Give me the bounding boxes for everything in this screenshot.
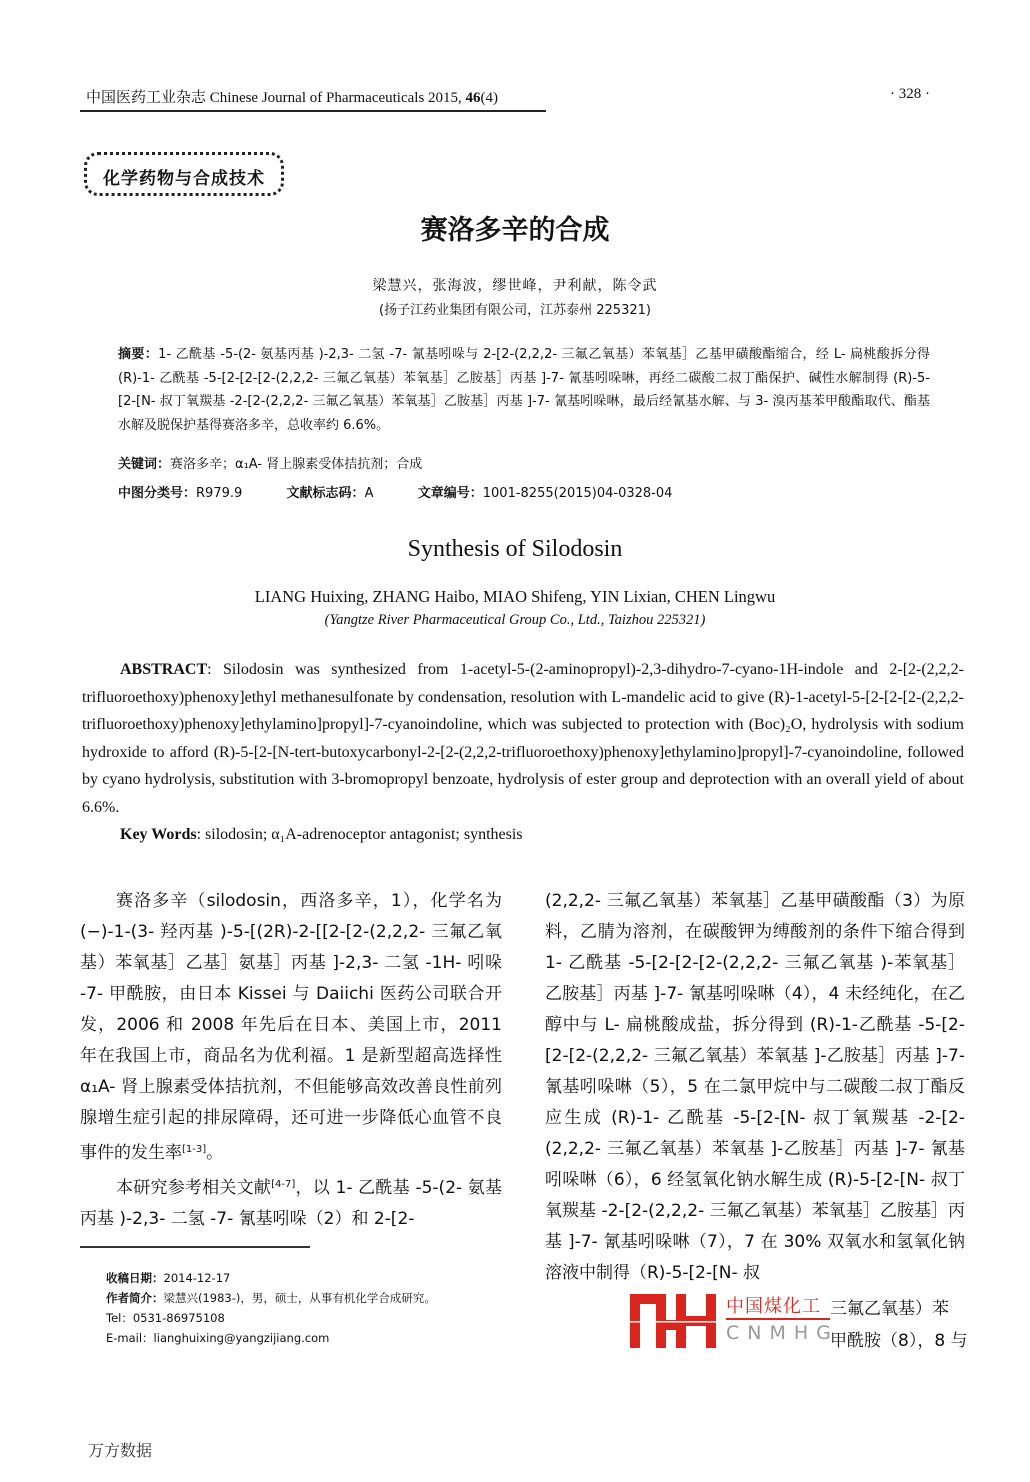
keywords-cn bbox=[118, 453, 422, 472]
journal-issue: (4) bbox=[480, 90, 499, 106]
footnotes bbox=[106, 1268, 436, 1348]
article-no-label: 文章编号： bbox=[417, 486, 483, 501]
watermark-underline bbox=[726, 1318, 830, 1320]
watermark-en-text: CNMHG bbox=[726, 1322, 839, 1344]
affiliation-cn: (扬子江药业集团有限公司，江苏泰州 225321) bbox=[379, 303, 651, 318]
keywords-cn-label: 关键词： bbox=[118, 457, 171, 472]
clc-label: 中图分类号： bbox=[118, 486, 197, 501]
page-number: · 328 · bbox=[890, 86, 930, 102]
abstract-cn bbox=[118, 343, 930, 437]
source-label: 万方数据 bbox=[88, 1441, 153, 1460]
watermark-cn-text: 中国煤化工 bbox=[726, 1296, 821, 1317]
article-meta bbox=[118, 482, 672, 501]
journal-name-en: Chinese Journal of Pharmaceuticals 2015, bbox=[209, 90, 462, 106]
keywords-cn-text: 赛洛多辛；α₁A- 肾上腺素受体拮抗剂；合成 bbox=[170, 457, 423, 472]
footnote-rule bbox=[80, 1246, 310, 1248]
author-tel: Tel：0531-86975108 bbox=[106, 1311, 225, 1325]
title-en: Synthesis of Silodosin bbox=[407, 536, 623, 562]
abstract-en bbox=[82, 656, 964, 849]
keywords-en bbox=[82, 821, 964, 849]
overlap-text-top: 三氟乙氧基）苯 bbox=[830, 1299, 949, 1319]
body-left-column bbox=[80, 886, 502, 1235]
watermark-overlay bbox=[630, 1290, 968, 1351]
doc-code-value: A bbox=[364, 486, 374, 501]
received-date: 收稿日期：2014-12-17 bbox=[106, 1271, 231, 1285]
article-no-value: 1001-8255(2015)04-0328-04 bbox=[482, 486, 673, 501]
keywords-en-label: Key Words bbox=[120, 826, 197, 843]
abstract-en-paragraph bbox=[82, 656, 964, 821]
affiliation-en: (Yangtze River Pharmaceutical Group Co., Ltd., Taizhou 225321) bbox=[324, 612, 706, 628]
authors-en: LIANG Huixing, ZHANG Haibo, MIAO Shifeng, YIN Lixian, CHEN Lingwu bbox=[254, 587, 776, 606]
title-cn: 赛洛多辛的合成 bbox=[420, 215, 610, 246]
abstract-cn-label: 摘要： bbox=[118, 347, 159, 362]
abstract-en-text: : Silodosin was synthesized from 1-acetyl-5-(2-aminopropyl)-2,3-dihydro-7-cyano-1H-indole and 2-[2-(2,2,2-trifluoroethoxy)phenoxy]ethyl methanesulfonate by condensation, resolution with L-mandelic acid to give (R)-1-acetyl-5-[2-[2-[2-(2,2,2-trifluoroethoxy)phenoxy]ethylamino]propyl]-7-cyanoindoline, which was subjected to protection with (Boc)₂O, hydrolysis with sodium hydroxide to afford (R)-5-[2-[N-tert-butoxycarbonyl-2-[2-(2,2,2-trifluoroethoxy)phenoxy]ethylamino]propyl]-7-cyanoindoline, followed by cyano hydrolysis, substitution with 3-bromopropyl benzoate, hydrolysis of ester group and deprotection with an overall yield of about 6.6%. bbox=[82, 661, 964, 816]
abstract-en-label: ABSTRACT bbox=[120, 661, 208, 678]
authors-cn: 梁慧兴，张海波，缪世峰，尹利献，陈令武 bbox=[372, 278, 658, 294]
keywords-en-text: : silodosin; α₁A-adrenoceptor antagonist; synthesis bbox=[196, 826, 523, 843]
doc-code-label: 文献标志码： bbox=[286, 486, 365, 501]
abstract-cn-text: 1- 乙酰基 -5-(2- 氨基丙基 )-2,3- 二氢 -7- 氰基吲哚与 2-[2-(2,2,2- 三氟乙氧基）苯氧基］乙基甲磺酸酯缩合，经 L- 扁桃酸拆分得 (R)-1- 乙酰基 -5-[2-[2-[2-(2,2,2- 三氟乙氧基）苯氧基］乙胺基］丙基 ]-7- 氰基吲哚啉，再经二碳酸二叔丁酯保护、碱性水解制得 (R)-5-[2-[N- 叔丁氧羰基 -2-[2-(2,2,2- 三氟乙氧基）苯氧基］乙胺基］丙基 ]-7- 氰基吲哚啉，最后经氰基水解、与 3- 溴丙基苯甲酸酯取代、酯基水解及脱保护基得赛洛多辛，总收率约 6.6%。 bbox=[118, 347, 930, 433]
citation-ref[interactable]: [1-3] bbox=[182, 1144, 207, 1155]
overlap-text-bottom: 甲酰胺（8），8 与 bbox=[830, 1331, 968, 1351]
watermark-logo-icon bbox=[630, 1294, 716, 1348]
body-paragraph-right: (2,2,2- 三氟乙氧基）苯氧基］乙基甲磺酸酯（3）为原料，乙腈为溶剂，在碳酸钾为缚酸剂的条件下缩合得到 1- 乙酰基 -5-[2-[2-[2-(2,2,2- 三氟乙氧基 )-苯氧基］乙胺基］丙基 ]-7- 氰基吲哚啉（4），4 未经纯化，在乙醇中与 L- 扁桃酸成盐，拆分得到 (R)-1-乙酰基 -5-[2-[2-[2-(2,2,2- 三氟乙氧基）苯氧基 ]-乙胺基］丙基 ]-7- 氰基吲哚啉（5），5 在二氯甲烷中与二碳酸二叔丁酯反应生成 (R)-1- 乙酰基 -5-[2-[N- 叔丁氧羰基 -2-[2-(2,2,2- 三氟乙氧基）苯氧基 ]-乙胺基］丙基 ]-7- 氰基吲哚啉（6），6 经氢氧化钠水解生成 (R)-5-[2-[N- 叔丁氧羰基 -2-[2-(2,2,2- 三氟乙氧基）苯氧基］乙胺基］丙基 ]-7- 氰基吲哚啉（7），7 在 30% 双氧水和氢氧化钠溶液中制得（R)-5-[2-[N- 叔 bbox=[545, 891, 965, 1283]
citation-ref[interactable]: [4-7] bbox=[271, 1179, 296, 1190]
body-paragraph-1: 赛洛多辛（silodosin，西洛多辛，1），化学名为 (−)-1-(3- 羟丙基 )-5-[(2R)-2-[[2-[2-(2,2,2- 三氟乙氧基）苯氧基］乙基］氨基］丙基 ]-2,3- 二氢 -1H- 吲哚 -7- 甲酰胺，由日本 Kissei 与 Daiichi 医药公司联合开发，2006 和 2008 年先后在日本、美国上市，2011 年在我国上市，商品名为优利福。1 是新型超高选择性 α₁A- 肾上腺素受体拮抗剂，不但能够高效改善良性前列腺增生症引起的排尿障碍，还可进一步降低心血管不良事件的发生率[1-3]。 bbox=[80, 891, 502, 1163]
header-rule bbox=[80, 110, 546, 112]
journal-volume: 46 bbox=[465, 90, 481, 106]
journal-header bbox=[86, 86, 498, 107]
journal-name-cn: 中国医药工业杂志 bbox=[86, 90, 207, 106]
body-right-column bbox=[545, 886, 965, 1289]
author-bio: 作者简介：梁慧兴(1983-)，男，硕士，从事有机化学合成研究。 bbox=[106, 1291, 436, 1305]
clc-value: R979.9 bbox=[196, 486, 243, 501]
column-tag-label: 化学药物与合成技术 bbox=[103, 169, 265, 189]
body-paragraph-2: 本研究参考相关文献[4-7]，以 1- 乙酰基 -5-(2- 氨基丙基 )-2,3- 二氢 -7- 氰基吲哚（2）和 2-[2- bbox=[80, 1178, 503, 1229]
column-tag bbox=[84, 152, 284, 196]
author-email[interactable]: E-mail：lianghuixing@yangzijiang.com bbox=[106, 1331, 330, 1345]
